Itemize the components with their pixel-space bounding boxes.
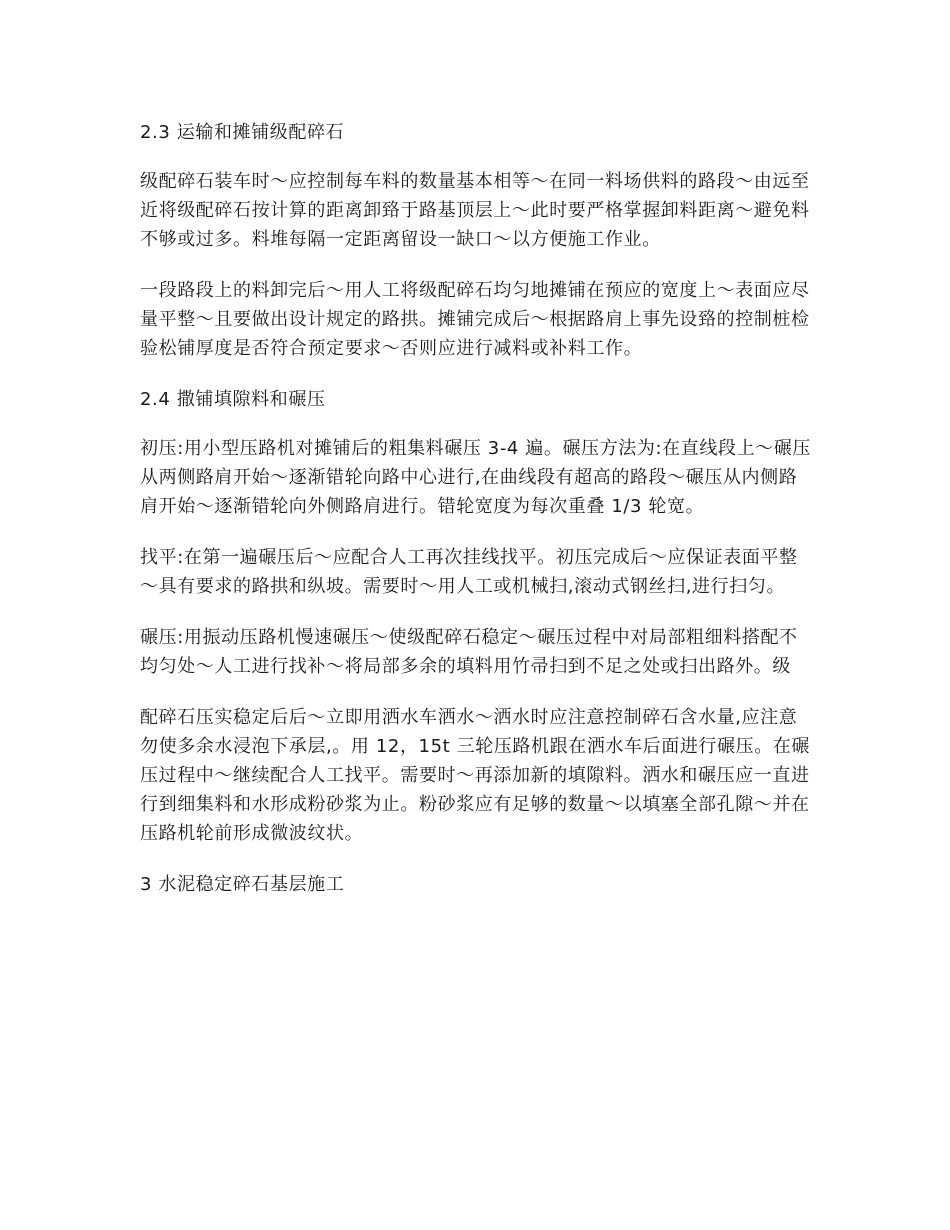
paragraph-rolling: 碾压:用振动压路机慢速碾压～使级配碎石稳定～碾压过程中对局部粗细料搭配不均匀处～人工进行找补～将局部多余的填料用竹帚扫到不足之处或扫出路外。级: [140, 627, 798, 677]
paragraph-initial-compaction: 初压:用小型压路机对摊铺后的粗集料碾压 3-4 遍。碾压方法为:在直线段上～碾压从两侧路肩开始～逐渐错轮向路中心进行,在曲线段有超高的路段～碾压从内侧路肩开始～逐渐错轮向外侧路肩进行。错轮宽度为每次重叠 1/3 轮宽。: [140, 438, 811, 517]
paragraph-spreading-gravel: 一段路段上的料卸完后～用人工将级配碎石均匀地摊铺在预应的宽度上～表面应尽量平整～且要做出设计规定的路拱。摊铺完成后～根据路肩上事先设臵的控制桩检验松铺厚度是否符合预定要求～否则应进行减料或补料工作。: [140, 280, 810, 359]
paragraph-watering-rolling: 配碎石压实稳定后后～立即用洒水车洒水～洒水时应注意控制碎石含水量,应注意勿使多余水浸泡下承层,。用 12，15t 三轮压路机跟在洒水车后面进行碾压。在碾压过程中～继续配合人工找平。需要时～再添加新的填隙料。洒水和碾压应一直进行到细集料和水形成粉砂浆为止。粉砂浆应有足够的数量～以填塞全部孔隙～并在压路机轮前形成微波纹状。: [140, 707, 811, 844]
paragraph-leveling: 找平:在第一遍碾压后～应配合人工再次挂线找平。初压完成后～应保证表面平整～具有要求的路拱和纵坡。需要时～用人工或机械扫,滚动式钢丝扫,进行扫匀。: [140, 547, 798, 597]
section-heading-2-4: 2.4 撒铺填隙料和碾压: [140, 389, 326, 410]
section-heading-3: 3 水泥稳定碎石基层施工: [140, 874, 345, 895]
document-body: [140, 118, 812, 919]
paragraph-loading-gravel: 级配碎石装车时～应控制每车料的数量基本相等～在同一料场供料的路段～由远至近将级配碎石按计算的距离卸臵于路基顶层上～此时要严格掌握卸料距离～避免料不够或过多。料堆每隔一定距离留设一缺口～以方便施工作业。: [140, 171, 810, 250]
section-heading-2-3: 2.3 运输和摊铺级配碎石: [140, 122, 345, 143]
